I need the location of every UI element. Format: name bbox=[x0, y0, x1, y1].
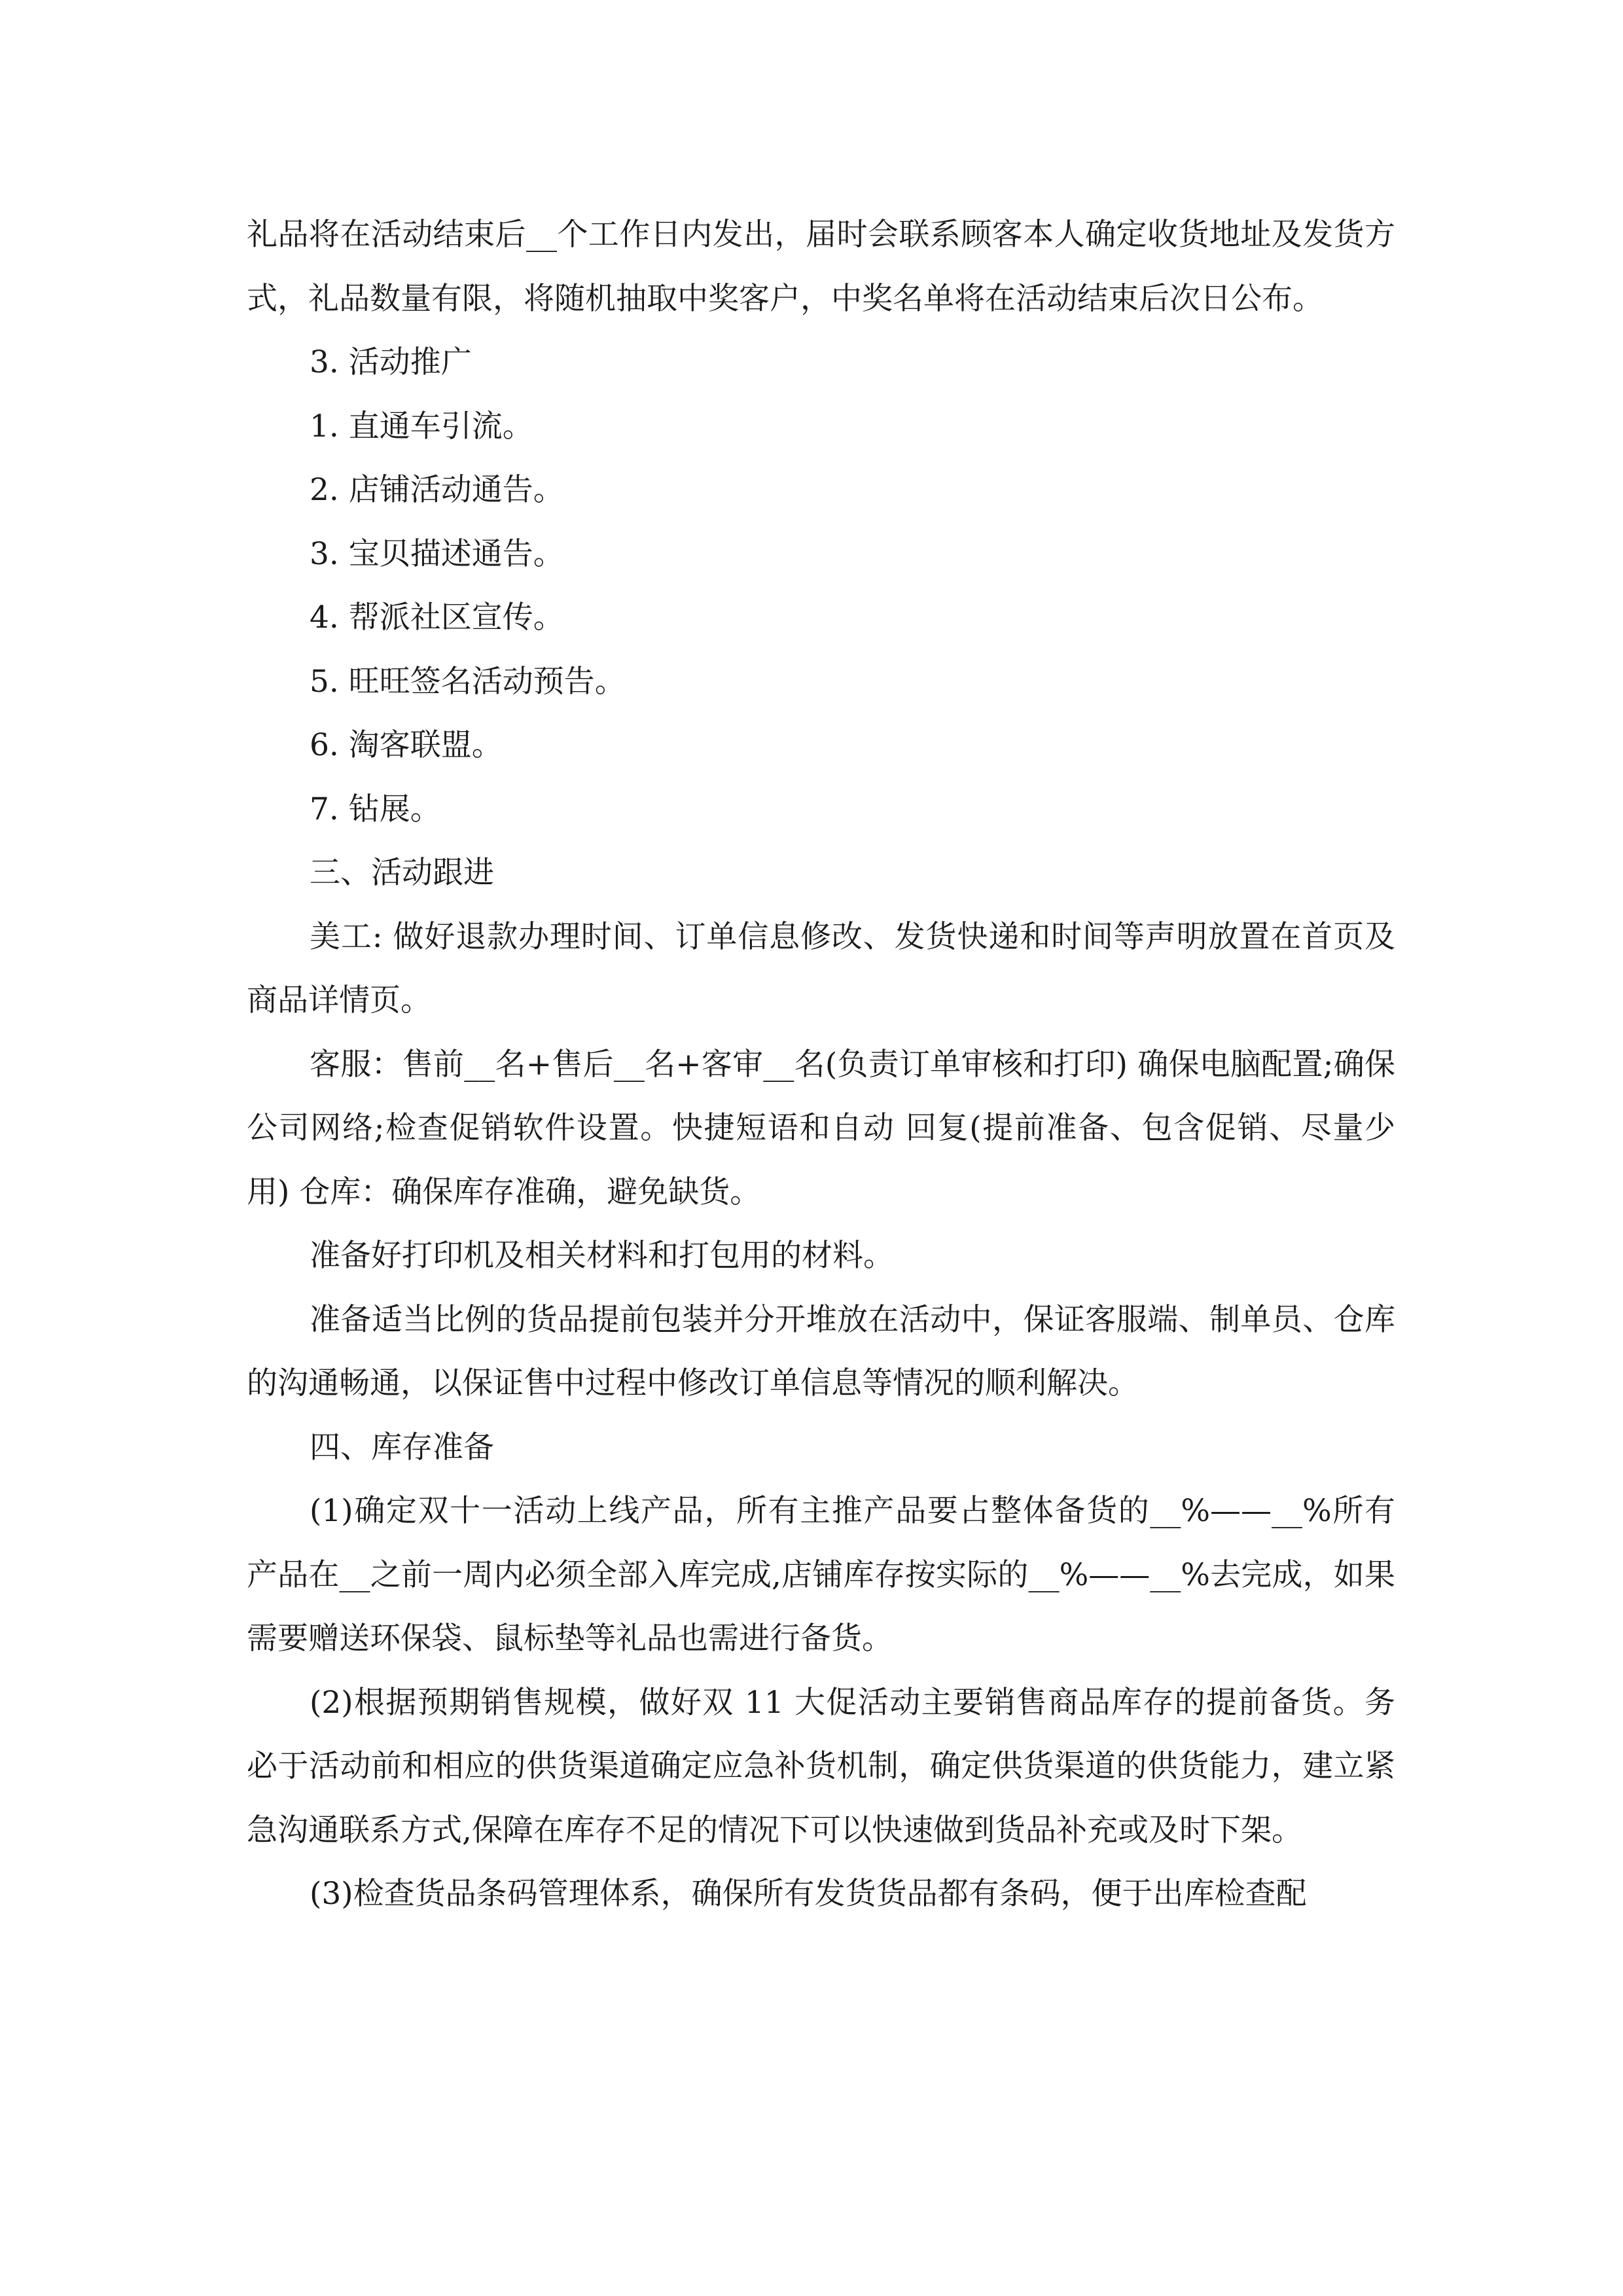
paragraph-printer-prep: 准备好打印机及相关材料和打包用的材料。 bbox=[310, 1238, 894, 1274]
list-item-promotion-2: 2. 店铺活动通告。 bbox=[310, 472, 564, 508]
heading-inventory-prep: 四、库存准备 bbox=[310, 1429, 494, 1465]
paragraph-gift-delivery: 礼品将在活动结束后__个工作日内发出，届时会联系顾客本人确定收货地址及发货方式，礼品数量有限，将随机抽取中奖客户，中奖名单将在活动结束后次日公布。 bbox=[247, 217, 1395, 317]
list-item-promotion-7: 7. 钻展。 bbox=[310, 791, 441, 827]
paragraph-customer-service: 客服：售前__名+售后__名+客审__名(负责订单审核和打印) 确保电脑配置;确保公司网络;检查促销软件设置。快捷短语和自动 回复(提前准备、包含促销、尽量少用) 仓库：确保库存准确，避免缺货。 bbox=[247, 1046, 1395, 1210]
list-item-promotion-4: 4. 帮派社区宣传。 bbox=[310, 600, 564, 636]
list-item-promotion-1: 1. 直通车引流。 bbox=[310, 408, 533, 444]
heading-activity-promotion: 3. 活动推广 bbox=[310, 344, 472, 380]
paragraph-inventory-2: (2)根据预期销售规模，做好双 11 大促活动主要销售商品库存的提前备货。务必于活动前和相应的供货渠道确定应急补货机制，确定供货渠道的供货能力，建立紧急沟通联系方式,保障在库存不足的情况下可以快速做到货品补充或及时下架。 bbox=[247, 1684, 1395, 1848]
heading-activity-followup: 三、活动跟进 bbox=[310, 855, 494, 891]
list-item-promotion-5: 5. 旺旺签名活动预告。 bbox=[310, 663, 626, 700]
list-item-promotion-3: 3. 宝贝描述通告。 bbox=[310, 535, 564, 572]
paragraph-inventory-1: (1)确定双十一活动上线产品，所有主推产品要占整体备货的__%——__%所有产品在__之前一周内必须全部入库完成,店铺库存按实际的__%——__%去完成，如果需要赠送环保袋、鼠标垫等礼品也需进行备货。 bbox=[247, 1493, 1395, 1657]
list-item-promotion-6: 6. 淘客联盟。 bbox=[310, 727, 503, 763]
paragraph-prepackaging: 准备适当比例的货品提前包装并分开堆放在活动中，保证客服端、制单员、仓库的沟通畅通，以保证售中过程中修改订单信息等情况的顺利解决。 bbox=[247, 1301, 1395, 1401]
document-body bbox=[247, 203, 1395, 1926]
paragraph-designer: 美工: 做好退款办理时间、订单信息修改、发货快递和时间等声明放置在首页及商品详情页。 bbox=[247, 918, 1395, 1018]
paragraph-inventory-3: (3)检查货品条码管理体系，确保所有发货货品都有条码，便于出库检查配 bbox=[310, 1876, 1307, 1912]
